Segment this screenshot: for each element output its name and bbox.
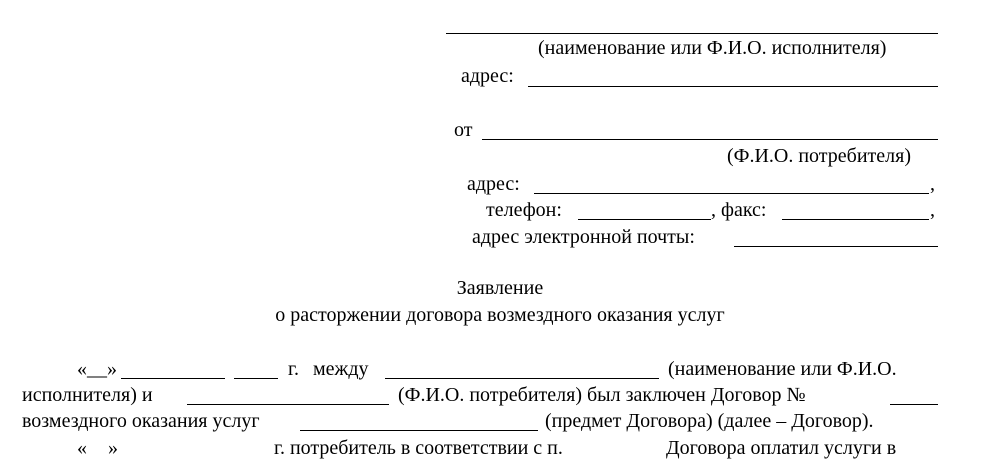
phone-line[interactable] — [578, 219, 711, 220]
from-label: от — [454, 119, 473, 141]
services-text: возмездного оказания услуг — [22, 410, 260, 432]
email-line[interactable] — [734, 246, 938, 247]
phone-label: телефон: — [486, 199, 562, 221]
date-year-line[interactable] — [234, 378, 278, 379]
consumer-name-line[interactable] — [482, 139, 938, 140]
date-day-field: «__» — [77, 358, 117, 380]
consumer-address-label: адрес: — [467, 173, 520, 195]
executor-address-label: адрес: — [461, 65, 514, 87]
executor-address-line[interactable] — [528, 86, 938, 87]
date-open-quote: « — [77, 437, 87, 459]
contract-concluded-text: (Ф.И.О. потребителя) был заключен Договор № — [398, 384, 806, 406]
document-subtitle: о расторжении договора возмездного оказания услуг — [275, 304, 725, 326]
contract-number-line[interactable] — [890, 404, 938, 405]
consumer-caption: (Ф.И.О. потребителя) — [727, 145, 911, 167]
comma: , — [930, 173, 935, 195]
fax-line[interactable] — [782, 219, 929, 220]
between-word: между — [313, 358, 369, 380]
executor-hint-end: исполнителя) и — [22, 384, 153, 406]
payment-text: г. потребитель в соответствии с п. — [274, 437, 563, 459]
date-month-line[interactable] — [121, 378, 225, 379]
document-title: Заявление — [456, 277, 544, 299]
email-label: адрес электронной почты: — [472, 226, 695, 248]
payment-text-end: Договора оплатил услуги в — [666, 437, 897, 459]
fax-label: , факс: — [711, 199, 767, 221]
year-abbrev: г. — [288, 358, 299, 380]
executor-caption: (наименование или Ф.И.О. исполнителя) — [538, 37, 887, 59]
consumer-address-line[interactable] — [534, 193, 929, 194]
executor-name-line[interactable] — [446, 33, 938, 34]
executor-hint: (наименование или Ф.И.О. — [668, 358, 897, 380]
contract-subject-hint: (предмет Договора) (далее – Договор). — [545, 410, 874, 432]
contract-subject-line[interactable] — [300, 430, 538, 431]
executor-line[interactable] — [385, 378, 659, 379]
date-close-quote: » — [108, 437, 118, 459]
consumer-line[interactable] — [187, 404, 389, 405]
comma: , — [930, 199, 935, 221]
